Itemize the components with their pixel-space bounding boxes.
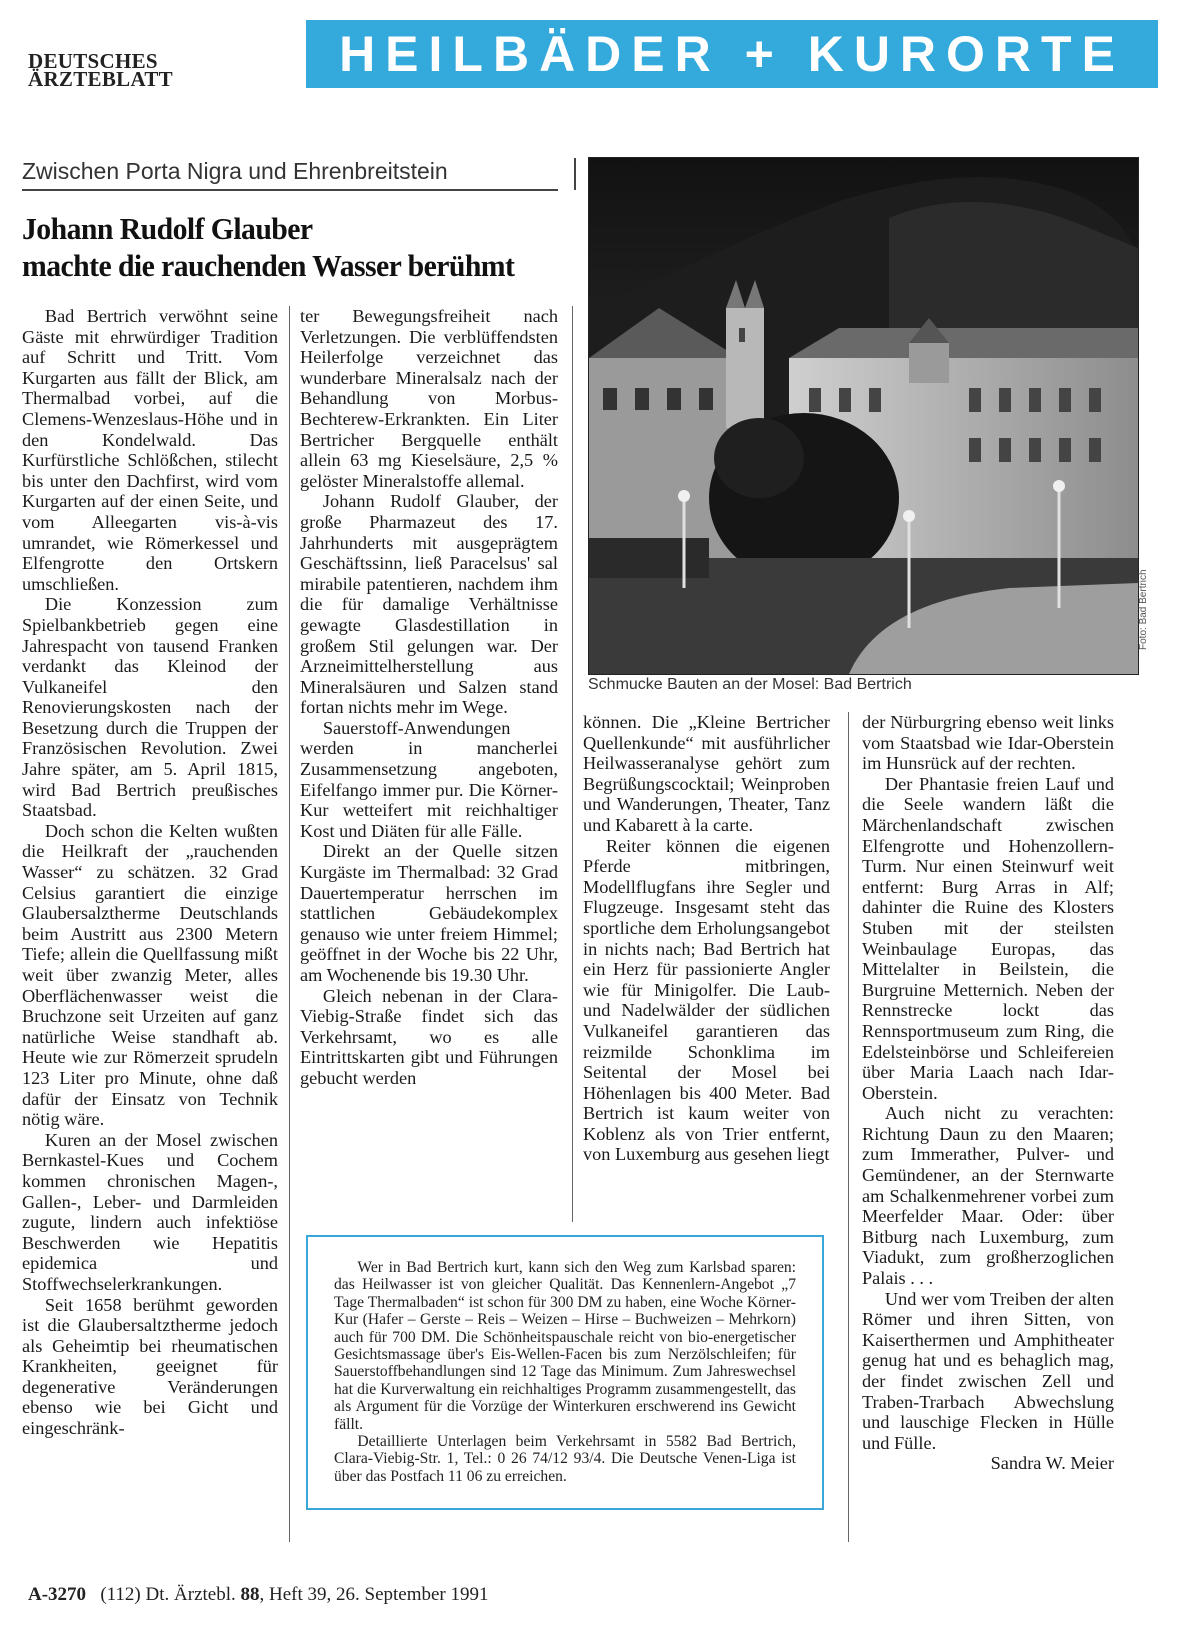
- article-column-2: [300, 306, 558, 1089]
- issue-number: (112): [100, 1584, 141, 1605]
- column-divider: [289, 306, 290, 1542]
- paragraph: Gleich nebenan in der Clara-Viebig-Straße findet sich das Verkehrsamt, wo es alle Eintrittskarten gibt und Führungen gebucht werden: [300, 985, 558, 1088]
- paragraph: Auch nicht zu verachten: Richtung Daun zu den Maaren; zum Immerather, Pulver- und Gemündener, an der Sternwarte am Schalkenmehrener vorbei zum Meerfelder Maar. Oder: über Bitburg nach Luxemburg, zum Viadukt, zum großherzoglichen Palais . . .: [862, 1103, 1114, 1289]
- paragraph: Die Konzession zum Spielbankbetrieb gegen eine Jahrespacht von tausend Franken verdankt das Kleinod der Vulkaneifel den Renovierungskosten nach der Besetzung durch die Truppen der Französischen Revolution. Zwei Jahre später, am 5. April 1815, wird Bad Bertrich preußisches Staatsbad.: [22, 594, 278, 821]
- journal-logo: [28, 49, 228, 91]
- paragraph: Bad Bertrich verwöhnt seine Gäste mit ehrwürdiger Tradition auf Schritt und Tritt. Vom Kurgarten aus fällt der Blick, am Thermalbad vorbei, auf die Clemens-Wenzeslaus-Höhe und in den Kondelwald. Das Kurfürstliche Schlößchen, stilecht bis unter den Dachfirst, wird vom Kurgarten auf der einen Seite, und vom Alleegarten vis-à-vis umrandet, wie Römerkessel und Elfengrotte den Ortskern umschließen.: [22, 306, 278, 594]
- info-box: [306, 1235, 824, 1510]
- headline-line-2: machte die rauchenden Wasser berühmt: [22, 248, 515, 283]
- article-kicker: Zwischen Porta Nigra und Ehrenbreitstein: [22, 158, 558, 191]
- paragraph: Kuren an der Mosel zwischen Bernkastel-Kues und Cochem kommen chronischen Magen-, Gallen-, Leber- und Darmleiden zugute, lindern auch infektiöse Beschwerden wie Hepatitis epidemica und Stoffwechselerkrankungen.: [22, 1129, 278, 1294]
- paragraph: Doch schon die Kelten wußten die Heilkraft der „rauchenden Wasser“ zu schätzen. 32 Grad Celsius garantiert die einzige Glaubersalztherme Deutschlands beim Austritt aus 2300 Metern Tiefe; allein die Quellfassung mißt weit über zwanzig Meter, alles Oberflächenwasser weist die Bruchzone seit Urzeiten auf ganz natürliche Weise standhaft ab. Heute wie zur Römerzeit sprudeln 123 Liter pro Minute, ohne daß dafür der Einsatz von Technik nötig wäre.: [22, 820, 278, 1130]
- photo-bad-bertrich: [589, 158, 1138, 674]
- paragraph: Johann Rudolf Glauber, der große Pharmazeut des 17. Jahrhunderts mit ausgeprägtem Geschäftssinn, ließ Paracelsus' sal mirabile patentieren, nachdem ihm die für damalige Verhältnisse gewagte Glasdestillation in großem Stil gelungen war. Der Arzneimittelherstellung aus Mineralsäuren und Salzen stand fortan nichts mehr im Wege.: [300, 491, 558, 718]
- section-banner: HEILBÄDER + KURORTE: [306, 20, 1158, 88]
- headline-line-1: Johann Rudolf Glauber: [22, 211, 313, 246]
- paragraph: ter Bewegungsfreiheit nach Verletzungen. Die verblüffendsten Heilerfolge verzeichnet das wunderbare Mineralsalz nach der Behandlung von Morbus-Bechterew-Erkrankten. Ein Liter Bertricher Bergquelle enthält allein 63 mg Kieselsäure, 2,5 % gelöster Mineralstoffe allemal.: [300, 306, 558, 491]
- article-column-4: [862, 712, 1114, 1474]
- paragraph: Sauerstoff-Anwendungen werden in mancherlei Zusammensetzung angeboten, Eifelfango immer pur. Die Körner-Kur wetteifert mit reichhaltiger Kost und Diäten für alle Fälle.: [300, 717, 558, 841]
- paragraph: Direkt an der Quelle sitzen Kurgäste im Thermalbad: 32 Grad Dauertemperatur herrschen im stattlichen Gebäudekomplex genauso wie unter freiem Himmel; geöffnet in der Woche bis 22 Uhr, am Wochenende bis 19.30 Uhr.: [300, 841, 558, 985]
- article-headline: [22, 210, 540, 284]
- column-divider: [572, 306, 573, 1222]
- article-photo: [588, 157, 1139, 675]
- paragraph: Reiter können die eigenen Pferde mitbringen, Modellflugfans ihre Segler und Flugzeuge. Insgesamt steht das sportliche dem Erholungsangebot in nichts nach; Bad Bertrich hat ein Herz für passionierte Angler wie für Minigolfer. Die Laub- und Nadelwälder der südlichen Vulkaneifel garantieren das reizmilde Schonklima im Seitental der Mosel bei Höhenlagen bis 400 Meter. Bad Bertrich ist kaum weiter von Koblenz als von Trier entfernt, von Luxemburg aus gesehen liegt: [583, 835, 830, 1165]
- page-number: A-3270: [28, 1584, 87, 1605]
- logo-line-2: ÄRZTEBLATT: [28, 67, 173, 91]
- paragraph: Und wer vom Treiben der alten Römer und ihren Sitten, von Kaiserthermen und Amphitheater genug hat und es behaglich mag, der findet zwischen Zell und Traben-Trarbach Abwechslung und lauschige Flecken in Hülle und Fülle.: [862, 1288, 1114, 1453]
- paragraph: können. Die „Kleine Bertricher Quellenkunde“ mit ausführlicher Heilwasseranalyse gehört zum Begrüßungscocktail; Weinproben und Wanderungen, Theater, Tanz und Kabarett à la carte.: [583, 712, 830, 835]
- paragraph: Seit 1658 berühmt geworden ist die Glaubersaltztherme jedoch als Geheimtip bei rheumatischen Krankheiten, geeignet für degenerative Veränderungen ebenso wie bei Gicht und eingeschränk-: [22, 1294, 278, 1439]
- info-paragraph: Wer in Bad Bertrich kurt, kann sich den Weg zum Karlsbad sparen: das Heilwasser ist von gleicher Qualität. Das Kennenlern-Angebot „7 Tage Thermalbaden“ ist schon für 300 DM zu haben, eine Woche Körner-Kur (Hafer – Gerste – Reis – Weizen – Hirse – Buchweizen – Mehrkorn) auch für 700 DM. Die Schönheitspauschale reicht von bio-energetischer Gesichtsmassage über's Eis-Wellen-Facen bis zum Nerzölschleifen; für Sauerstoffbehandlungen sind 12 Tage das Minimum. Zum Jahreswechsel hat die Kurverwaltung ein reichhaltiges Programm zusammengestellt, das als Argument für die Vorzüge der Winterkuren erschwerend ins Gewicht fällt.: [334, 1259, 796, 1433]
- info-paragraph: Detaillierte Unterlagen beim Verkehrsamt in 5582 Bad Bertrich, Clara-Viebig-Str. 1, Tel.: 0 26 74/12 93/4. Die Deutsche Venen-Liga ist über das Postfach 11 06 zu erreichen.: [334, 1433, 796, 1485]
- photo-credit: Foto: Bad Bertrich: [1138, 569, 1149, 650]
- volume-number: 88: [240, 1584, 260, 1605]
- article-column-1: [22, 306, 278, 1439]
- journal-abbrev: Dt. Ärztebl.: [145, 1584, 236, 1605]
- logo-line-1: DEUTSCHES: [28, 49, 158, 73]
- photo-caption: Schmucke Bauten an der Mosel: Bad Bertrich: [588, 676, 912, 693]
- page-footer: [28, 1584, 489, 1606]
- issue-date: , Heft 39, 26. September 1991: [259, 1584, 489, 1605]
- column-divider: [848, 712, 849, 1542]
- author-byline: Sandra W. Meier: [990, 1453, 1114, 1474]
- paragraph: der Nürburgring ebenso weit links vom Staatsbad wie Idar-Oberstein im Hunsrück auf der rechten.: [862, 712, 1114, 774]
- paragraph: Der Phantasie freien Lauf und die Seele wandern läßt die Märchenlandschaft zwischen Elfengrotte und Hohenzollern-Turm. Nur einen Steinwurf weit entfernt: Burg Arras in Alf; dahinter die Ruine des Klosters Stuben mit der steilsten Weinbaulage Europas, das Mittelalter in Beilstein, die Burgruine Metternich. Neben der Rennstrecke lockt das Rennsportmuseum zum Ring, die Edelsteinbörse und Schleifereien über Maria Laach nach Idar-Oberstein.: [862, 773, 1114, 1103]
- article-column-3: [583, 712, 830, 1165]
- kicker-divider: [574, 158, 576, 190]
